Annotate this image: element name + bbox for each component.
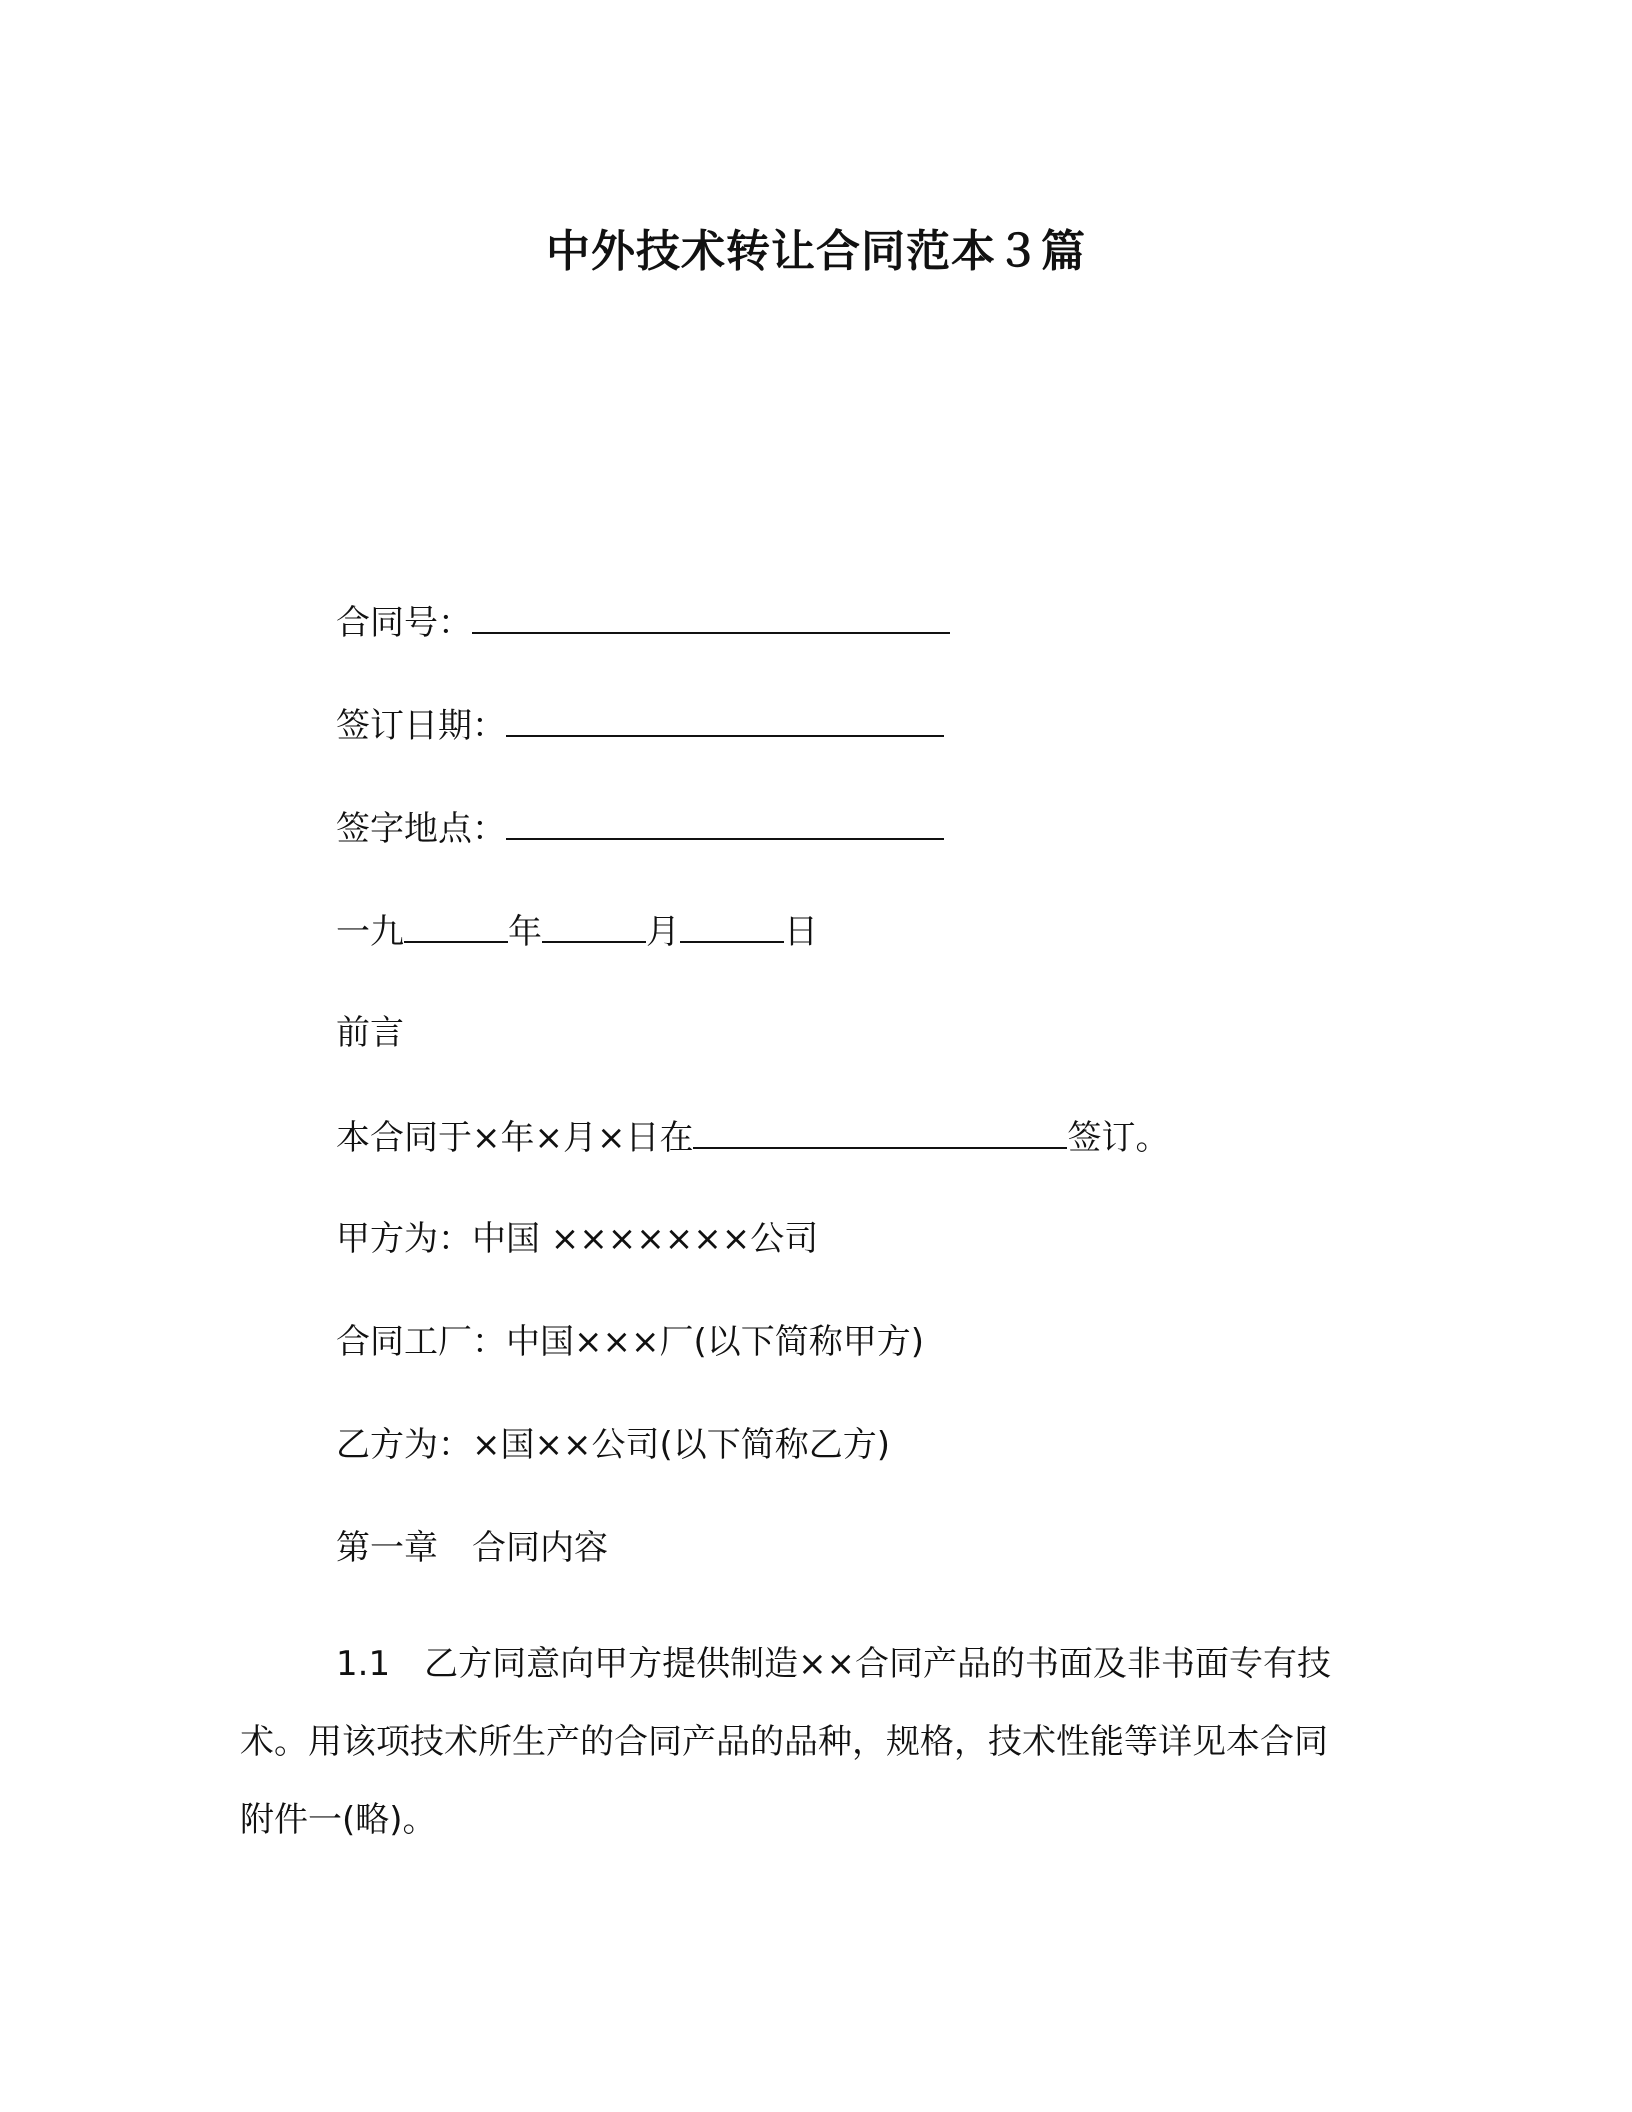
sign-place-label: 签字地点： xyxy=(336,809,506,849)
date-line xyxy=(336,905,818,957)
clause-1-1: 1.1 乙方同意向甲方提供制造××合同产品的书面及非书面专有技术。用该项技术所生产的合同产品的品种，规格，技术性能等详见本合同附件一(略)。 xyxy=(240,1644,1332,1840)
year-label: 年 xyxy=(508,912,542,952)
sign-place-blank xyxy=(506,802,944,840)
chapter-1-heading: 第一章 合同内容 xyxy=(336,1528,608,1568)
signing-location-line xyxy=(336,1111,1169,1163)
month-label: 月 xyxy=(646,912,680,952)
contract-number-label: 合同号： xyxy=(336,603,472,643)
party-b-line: 乙方为：×国××公司(以下简称乙方) xyxy=(336,1425,890,1465)
contract-number-line xyxy=(336,596,950,648)
date-prefix: 一九 xyxy=(336,912,404,952)
sign-date-line xyxy=(336,699,944,751)
signing-line-suffix: 签订。 xyxy=(1067,1118,1170,1158)
month-blank xyxy=(542,905,646,943)
contract-number-blank xyxy=(472,596,950,634)
day-blank xyxy=(680,905,784,943)
preface-heading: 前言 xyxy=(336,1013,404,1053)
signing-line-prefix: 本合同于×年×月×日在 xyxy=(336,1118,694,1158)
signing-place-blank xyxy=(693,1111,1067,1149)
sign-place-line xyxy=(336,802,944,854)
day-label: 日 xyxy=(784,912,818,952)
factory-line: 合同工厂：中国×××厂(以下简称甲方) xyxy=(336,1322,924,1362)
sign-date-label: 签订日期： xyxy=(336,706,506,746)
year-blank xyxy=(404,905,508,943)
sign-date-blank xyxy=(506,699,944,737)
party-a-line: 甲方为：中国 ×××××××公司 xyxy=(336,1219,819,1259)
document-title: 中外技术转让合同范本３篇 xyxy=(546,226,1086,277)
